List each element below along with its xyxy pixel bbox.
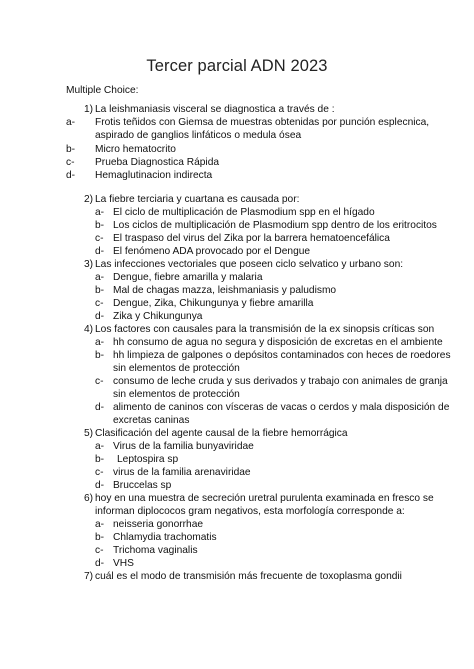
option-marker: b- (95, 285, 105, 296)
option-marker: a- (66, 117, 76, 128)
option-text-continued: sin elementos de protección (113, 389, 240, 400)
question-number: 3) (84, 259, 94, 270)
option-marker: d- (66, 170, 76, 181)
option-marker: c- (95, 467, 104, 478)
question-text: La leishmaniasis visceral se diagnostica a través de : (95, 104, 335, 115)
option-text: El traspaso del virus del Zika por la barrera hematoencefálica (113, 233, 390, 244)
option-marker: a- (95, 207, 105, 218)
option-marker: d- (95, 558, 105, 569)
option-text: neisseria gonorrhae (113, 519, 204, 530)
option-text: Micro hematocrito (95, 144, 176, 155)
question-text: Los factores con causales para la transmisión de la ex sinopsis críticas son (95, 324, 435, 335)
option-text-continued: excretas caninas (113, 415, 190, 426)
option-marker: b- (66, 144, 76, 155)
option-marker: c- (95, 298, 104, 309)
option-text: Leptospira sp (117, 454, 179, 465)
question-text: hoy en una muestra de secreción uretral purulenta examinada en fresco se (95, 493, 434, 504)
option-text: Virus de la familia bunyaviridae (113, 441, 254, 452)
option-marker: d- (95, 246, 105, 257)
option-text: VHS (113, 558, 134, 569)
option-text: Dengue, Zika, Chikungunya y fiebre amarilla (113, 298, 314, 309)
option-text-continued: sin elementos de protección (113, 363, 240, 374)
option-marker: d- (95, 402, 105, 413)
option-text: El fenómeno ADA provocado por el Dengue (113, 246, 311, 257)
question-text: Las infecciones vectoriales que poseen ciclo selvatico y urbano son: (95, 259, 404, 270)
option-text: hh limpieza de galpones o depósitos contaminados con heces de roedores (113, 350, 451, 361)
option-text-continued: aspirado de ganglios linfáticos o medula ósea (95, 130, 302, 141)
option-text: Mal de chagas mazza, leishmaniasis y paludismo (113, 285, 337, 296)
option-text: Bruccelas sp (113, 480, 172, 491)
question-number: 1) (84, 104, 94, 115)
question-text: Clasificación del agente causal de la fiebre hemorrágica (95, 428, 348, 439)
question-number: 4) (84, 324, 94, 335)
option-marker: d- (95, 311, 105, 322)
option-text: Dengue, fiebre amarilla y malaria (113, 272, 263, 283)
question-text-continued: informan diplococos gram negativos, esta morfología corresponde a: (95, 506, 405, 517)
option-text: Hemaglutinacion indirecta (95, 170, 213, 181)
option-marker: a- (95, 519, 105, 530)
option-marker: a- (95, 337, 105, 348)
option-marker: b- (95, 350, 105, 361)
section-heading: Multiple Choice: (66, 85, 139, 96)
question-text: cuál es el modo de transmisión más frecuente de toxoplasma gondii (95, 571, 402, 582)
document-title: Tercer parcial ADN 2023 (146, 57, 328, 75)
question-number: 5) (84, 428, 94, 439)
question-text: La fiebre terciaria y cuartana es causada por: (95, 194, 300, 205)
option-text: consumo de leche cruda y sus derivados y trabajo con animales de granja (113, 376, 448, 387)
option-marker: c- (95, 545, 104, 556)
question-number: 2) (84, 194, 94, 205)
option-text: Trichoma vaginalis (113, 545, 198, 556)
option-text: Prueba Diagnostica Rápida (95, 157, 220, 168)
option-text: Chlamydia trachomatis (113, 532, 217, 543)
option-text: Zika y Chikungunya (113, 311, 203, 322)
option-marker: d- (95, 480, 105, 491)
question-number: 6) (84, 493, 94, 504)
option-text: Los ciclos de multiplicación de Plasmodium spp dentro de los eritrocitos (113, 220, 437, 231)
option-text: El ciclo de multiplicación de Plasmodium spp en el hígado (113, 207, 375, 218)
option-marker: c- (95, 233, 104, 244)
option-marker: c- (95, 376, 104, 387)
option-marker: a- (95, 272, 105, 283)
option-marker: b- (95, 532, 105, 543)
option-marker: b- (95, 454, 105, 465)
option-marker: c- (66, 157, 75, 168)
option-text: Frotis teñidos con Giemsa de muestras obtenidas por punción esplecnica, (95, 117, 430, 128)
option-marker: b- (95, 220, 105, 231)
option-text: hh consumo de agua no segura y disposición de excretas en el ambiente (113, 337, 443, 348)
option-marker: a- (95, 441, 105, 452)
option-text: virus de la familia arenaviridae (113, 467, 251, 478)
option-text: alimento de caninos con vísceras de vacas o cerdos y mala disposición de (113, 402, 450, 413)
question-number: 7) (84, 571, 94, 582)
